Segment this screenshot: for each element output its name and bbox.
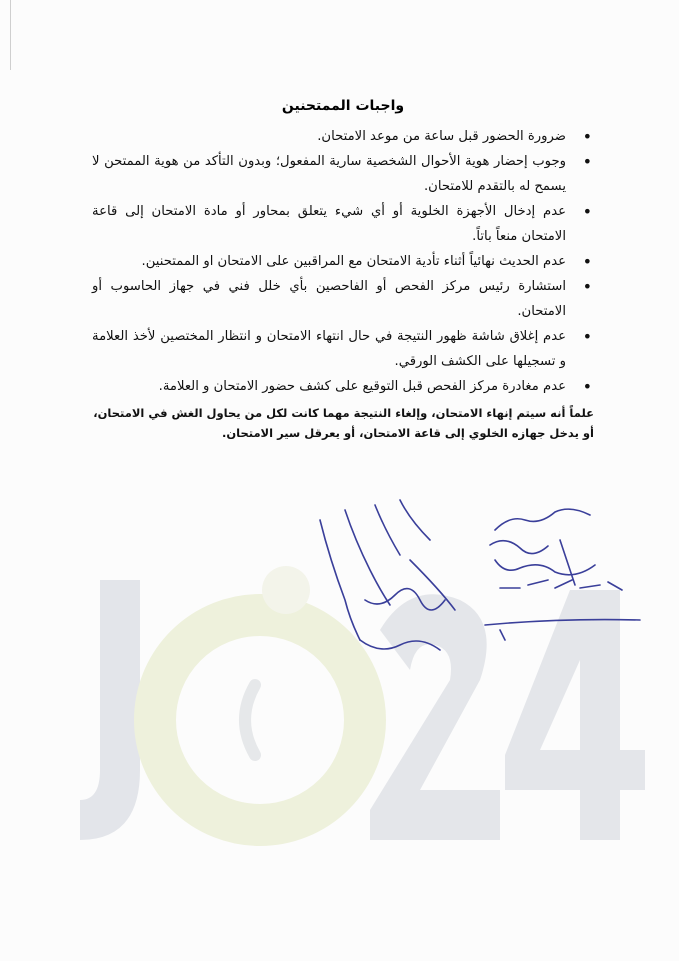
document-content <box>92 98 594 443</box>
rule-item: • ضرورة الحضور قبل ساعة من موعد الامتحان. <box>92 124 594 149</box>
jo24-watermark-logo <box>50 560 650 860</box>
document-title: واجبات الممتحنين <box>281 98 405 114</box>
rule-item: • استشارة رئيس مركز الفحص أو الفاحصين بأي خلل فني في جهاز الحاسوب أو الامتحان. <box>92 274 594 324</box>
rule-item: • عدم إدخال الأجهزة الخلوية أو أي شيء يتعلق بمحاور أو مادة الامتحان إلى قاعة الامتحان منعاً باتاً. <box>92 199 594 249</box>
rule-item: • عدم إغلاق شاشة ظهور النتيجة في حال انتهاء الامتحان و انتظار المختصين لأخذ العلامة و تسجيلها على الكشف الورقي. <box>92 324 594 374</box>
rule-item: • عدم مغادرة مركز الفحص قبل التوقيع على كشف حضور الامتحان و العلامة. <box>92 374 594 399</box>
warning-note: علماً أنه سيتم إنهاء الامتحان، وإلغاء النتيجة مهما كانت لكل من يحاول الغش في الامتحان، أو يدخل جهازه الخلوي إلى قاعة الامتحان، أو يعرقل سير الامتحان. <box>93 406 594 440</box>
rule-item: • عدم الحديث نهائياً أثناء تأدية الامتحان مع المراقبين على الامتحان او الممتحنين. <box>92 249 594 274</box>
rule-item: • وجوب إحضار هوية الأحوال الشخصية سارية المفعول؛ وبدون التأكد من هوية الممتحن لا يسمح له بالتقدم للامتحان. <box>92 149 594 199</box>
page-edge-line <box>10 0 11 70</box>
rules-list <box>92 124 594 399</box>
